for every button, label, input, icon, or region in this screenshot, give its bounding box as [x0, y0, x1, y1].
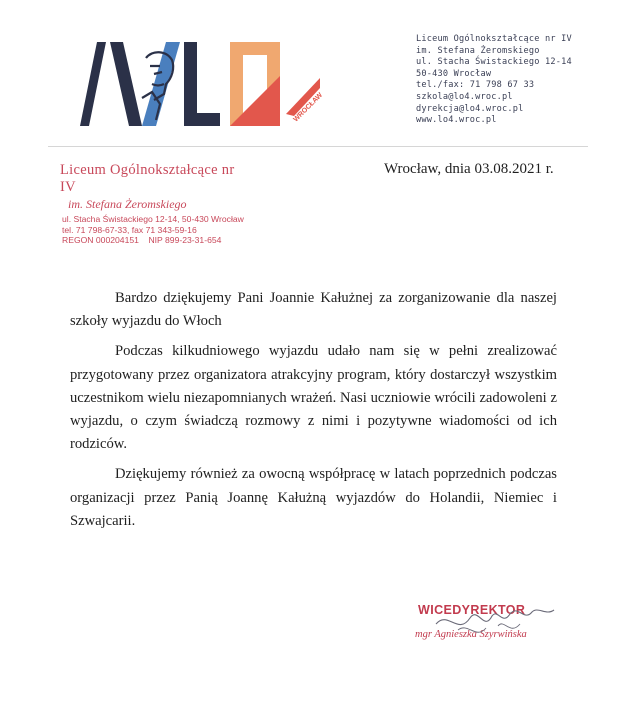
school-contact-block	[416, 34, 616, 127]
signature-title: WICEDYREKTOR	[418, 603, 526, 617]
contact-patron: im. Stefana Żeromskiego	[416, 45, 540, 56]
stamp-phones: tel. 71 798-67-33, fax 71 343-59-16	[62, 224, 197, 235]
wroclaw-badge	[286, 78, 324, 123]
header-divider	[48, 146, 588, 147]
contact-city: 50-430 Wrocław	[416, 68, 492, 79]
letter-paragraph: Podczas kilkudniowego wyjazdu udało nam się w pełni zrealizować przygotowany przez organizatora atrakcyjny program, który dostarczył wszystkim uczestnikom wielu niezapomnianych wrażeń. Nasi uczniowie wrócili zadowoleni z wyjazdu, o czym świadczą rozmowy z nimi i pozytywne wiadomości od ich rodziców.	[70, 343, 557, 453]
logo-letter-i	[80, 42, 106, 126]
contact-school-name: Liceum Ogólnokształcące nr IV	[416, 34, 572, 44]
handwritten-signature	[428, 596, 568, 656]
letter-paragraph: Bardzo dziękujemy Pani Joannie Kałużnej za zorganizowanie dla naszej szkoły wyjazdu do Włoch	[70, 290, 557, 330]
contact-street: ul. Stacha Świstackiego 12-14	[416, 57, 572, 68]
contact-phone: tel./fax: 71 798 67 33	[416, 80, 535, 91]
letter-paragraph: Dziękujemy również za owocną współpracę w latach poprzednich podczas organizacji przez Panią Joannę Kałużną wyjazdów do Holandii, Niemiec i Szwajcarii.	[70, 466, 557, 529]
letter-body	[70, 287, 557, 540]
logo-letter-v-left	[110, 42, 142, 126]
stamp-title: Liceum Ogólnokształcące nr IV	[60, 162, 235, 195]
signature-name: mgr Agnieszka Szyrwińska	[415, 629, 527, 640]
logo-letter-o	[230, 42, 280, 126]
contact-email-office[interactable]: dyrekcja@lo4.wroc.pl	[416, 103, 524, 114]
stamp-subtitle: im. Stefana Żeromskiego	[68, 197, 187, 211]
contact-email-school[interactable]: szkola@lo4.wroc.pl	[416, 91, 513, 102]
stamp-address: ul. Stacha Świstackiego 12-14, 50-430 Wrocław	[62, 214, 244, 224]
stamp-ids: REGON 000204151 NIP 899-23-31-654	[62, 235, 222, 246]
letter-date: Wrocław, dnia 03.08.2021 r.	[384, 161, 554, 177]
logo-letter-l	[184, 42, 220, 126]
school-logo	[80, 28, 340, 128]
school-stamp	[60, 162, 250, 246]
contact-website[interactable]: www.lo4.wroc.pl	[416, 115, 497, 126]
svg-text:WROCŁAW: WROCŁAW	[292, 91, 325, 124]
